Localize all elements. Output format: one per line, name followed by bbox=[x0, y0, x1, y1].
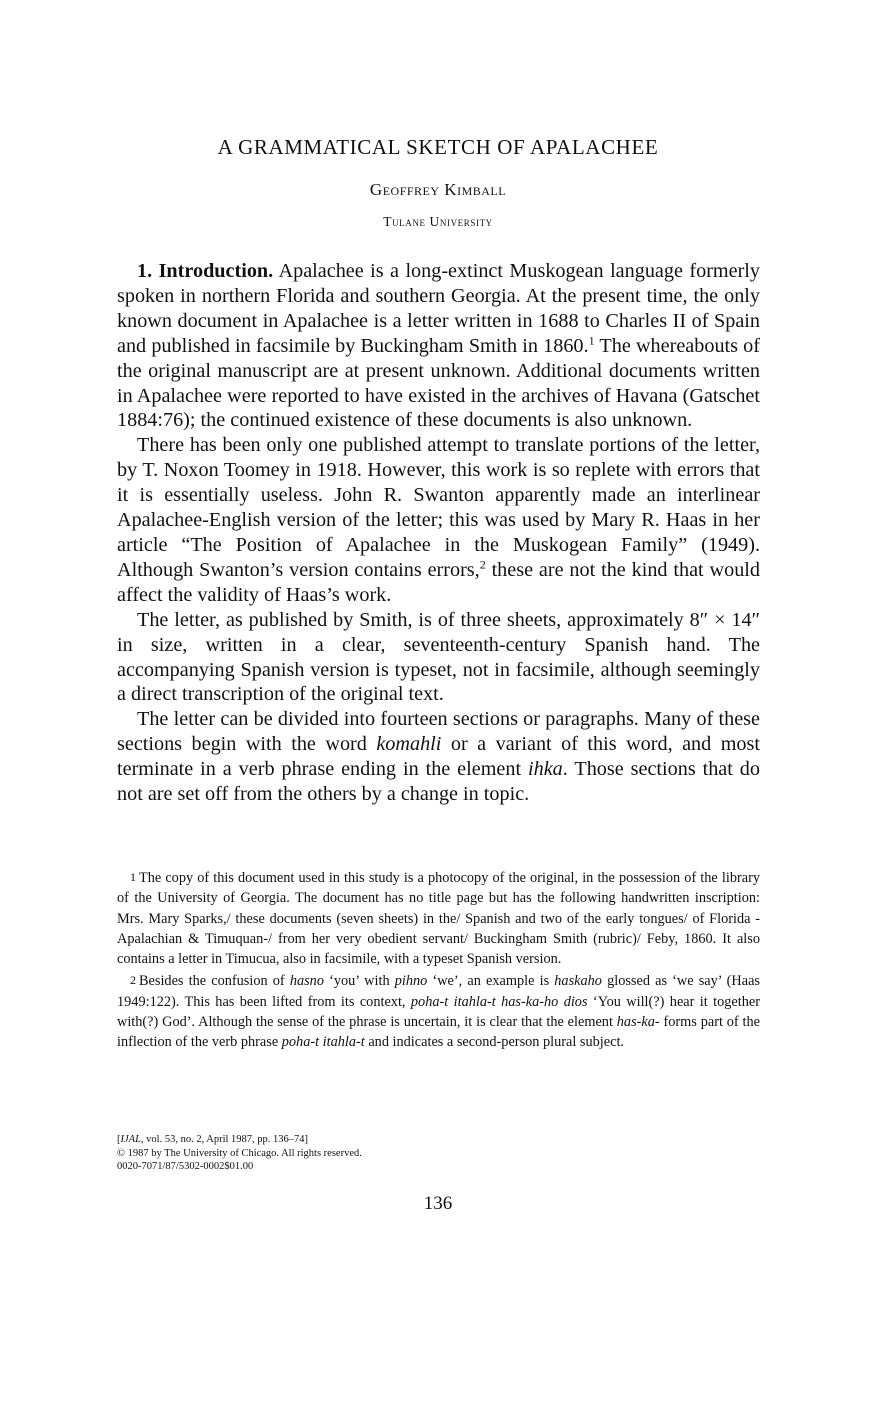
footnote-2 bbox=[117, 970, 760, 1052]
footnote-1-text: The copy of this document used in this study is a photocopy of the original, in the possession of the library of the University of Georgia. The document has no title page but has the following handwritten inscription: Mrs. Mary Sparks,/ these documents (seven sheets) in the/ Spanish and two of the early tongues/ of Florida - Apalachian & Timuquan-/ from her very obedient servant/ Buckingham Smith (rubric)/ Feby, 1860. It also contains a letter in Timucua, also in facsimile, with a typeset Spanish version. bbox=[117, 870, 760, 968]
paragraph-2-text-cont: these are not the kind that would affect the validity of Haas’s work. bbox=[117, 558, 760, 606]
journal-abbrev: IJAL bbox=[120, 1134, 141, 1145]
footnote-2-text-c: ‘we’, an example is bbox=[427, 973, 555, 990]
paragraph-4-text-b: or a variant of this word, and most terminate in a verb phrase ending in the element bbox=[117, 733, 760, 781]
section-heading: 1. Introduction. bbox=[137, 260, 274, 282]
footnotes bbox=[117, 867, 760, 1053]
term-has-ka: has-ka- bbox=[616, 1014, 660, 1031]
paragraph-1-text-cont: The whereabouts of the original manuscript are at present unknown. Additional documents written in Apalachee were reported to have existed in the archives of Havana (Gatschet 1884:76); the continued existence of these documents is also unknown. bbox=[117, 334, 761, 432]
issn-line: 0020-7071/87/5302-0002$01.00 bbox=[117, 1161, 254, 1172]
term-poha-phrase: poha-t itahla-t has-ka-ho dios bbox=[410, 993, 588, 1010]
term-ihka: ihka bbox=[528, 758, 563, 781]
paragraph-2-text: There has been only one published attempt to translate portions of the letter, by T. Noxon Toomey in 1918. However, this work is so replete with errors that it is essentially useless. John R. Swanton apparently made an interlinear Apalachee-English version of the letter; this was used by Mary R. Haas in her article “The Position of Apalachee in the Muskogean Family” (1949). Although Swanton’s version contains errors, bbox=[117, 434, 760, 581]
article-title: A GRAMMATICAL SKETCH OF APALACHEE bbox=[217, 135, 659, 159]
paragraph-1 bbox=[117, 259, 760, 433]
term-poha-itahla: poha-t itahla-t bbox=[281, 1034, 365, 1051]
footnote-2-text-e: ‘You will(?) hear it together with(?) God’. Although the sense of the phrase is uncertain, it is clear that the element bbox=[117, 993, 760, 1031]
paragraph-3: The letter, as published by Smith, is of three sheets, approximately 8″ × 14″ in size, written in a clear, seventeenth-century Spanish hand. The accompanying Spanish version is typeset, not in facsimile, although seemingly a direct transcription of the original text. bbox=[117, 608, 760, 706]
footnote-2-text-d: glossed as ‘we say’ (Haas 1949:122). This has been lifted from its context, bbox=[117, 973, 760, 1010]
term-hasno: hasno bbox=[289, 973, 324, 990]
term-haskaho: haskaho bbox=[554, 973, 602, 990]
author-affiliation: Tulane University bbox=[383, 214, 493, 229]
footnote-ref-2: 2 bbox=[479, 557, 486, 572]
citation-details: , vol. 53, no. 2, April 1987, pp. 136–74] bbox=[140, 1134, 309, 1145]
publication-info bbox=[117, 1133, 617, 1174]
paragraph-1-text: Apalachee is a long-extinct Muskogean language formerly spoken in northern Florida and southern Georgia. At the present time, the only known document in Apalachee is a letter written in 1688 to Charles II of Spain and published in facsimile by Buckingham Smith in 1860. bbox=[117, 260, 760, 357]
footnote-2-text-f: forms part of the inflection of the verb phrase bbox=[117, 1014, 760, 1051]
paragraph-4-text: The letter can be divided into fourteen sections or paragraphs. Many of these sections begin with the word bbox=[117, 708, 760, 756]
term-pihno: pihno bbox=[394, 973, 428, 990]
footnote-1 bbox=[117, 867, 760, 969]
citation-line bbox=[117, 1133, 617, 1147]
author-name: Geoffrey Kimball bbox=[369, 180, 507, 199]
footnote-1-mark: 1 bbox=[130, 870, 136, 884]
citation-bracket: [ bbox=[117, 1134, 121, 1145]
paragraph-4-text-c: . Those sections that do not are set off from the others by a change in topic. bbox=[117, 758, 760, 806]
footnote-2-mark: 2 bbox=[130, 973, 136, 988]
footnote-2-text-b: ‘you’ with bbox=[323, 973, 395, 990]
term-komahli: komahli bbox=[376, 733, 442, 756]
copyright-line: © 1987 by The University of Chicago. All rights reserved. bbox=[117, 1147, 362, 1159]
footnote-ref-1: 1 bbox=[588, 332, 595, 347]
page-number: 136 bbox=[423, 1193, 453, 1214]
footnote-2-text: Besides the confusion of bbox=[139, 973, 290, 990]
paragraph-2 bbox=[117, 433, 760, 607]
footnote-2-text-g: and indicates a second-person plural subject. bbox=[364, 1034, 624, 1051]
article-body bbox=[117, 259, 760, 807]
paragraph-4 bbox=[117, 707, 760, 807]
